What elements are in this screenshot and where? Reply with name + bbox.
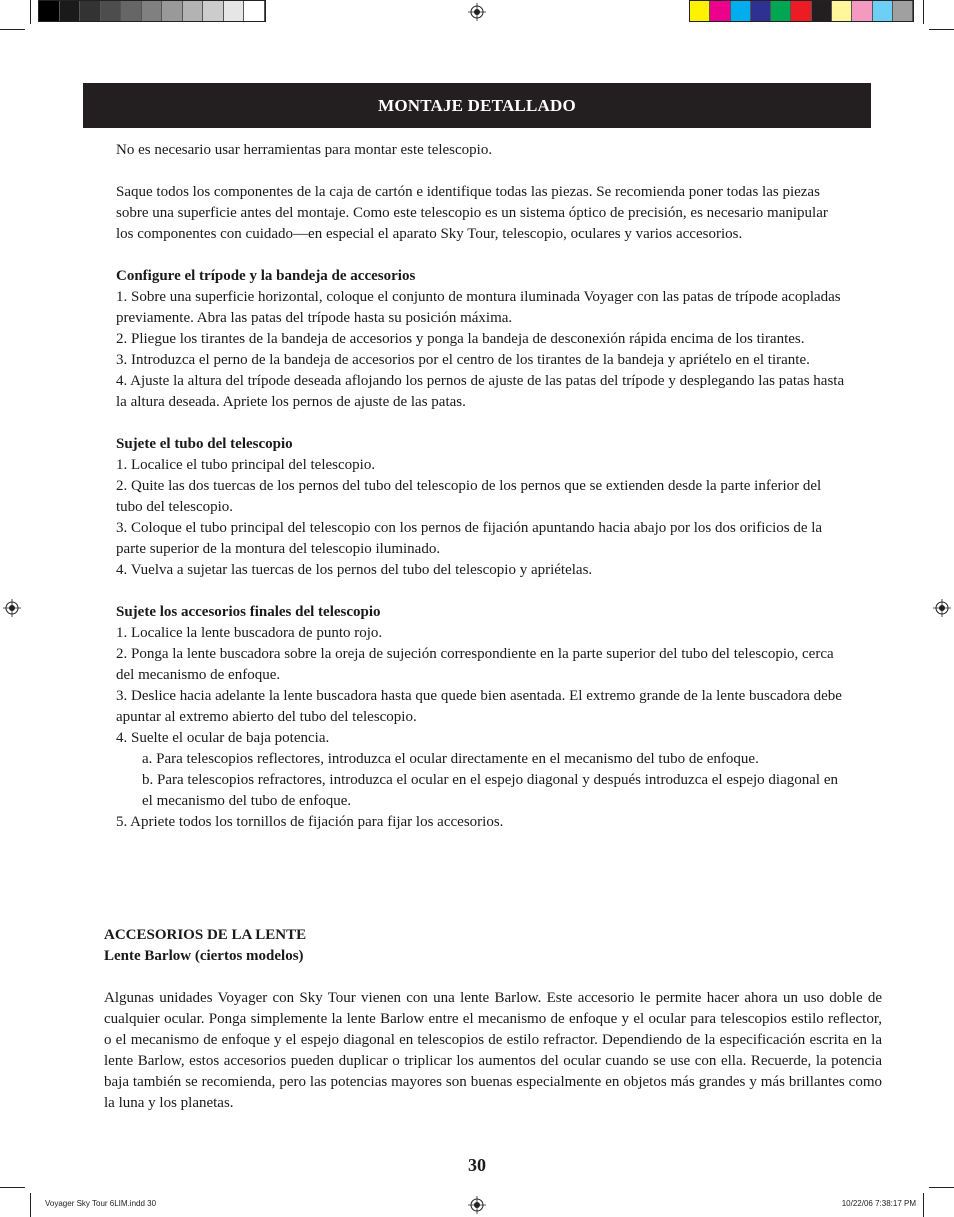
gray-swatch — [203, 1, 224, 21]
accessories-section — [116, 602, 846, 833]
step-item: 3. Deslice hacia adelante la lente buscadora hasta que quede bien asentada. El extremo grande de la lente buscadora debe apuntar al extremo abierto del tubo del telescopio. — [116, 688, 842, 725]
step-item: 3. Introduzca el perno de la bandeja de accesorios por el centro de los tirantes de la bandeja y apriételo en el tirante. — [116, 352, 810, 368]
crop-mark — [30, 1193, 31, 1217]
step-item: 4. Ajuste la altura del trípode deseada aflojando los pernos de ajuste de las patas del trípode y desplegando las patas hasta la altura deseada. Apriete los pernos de ajuste de las patas. — [116, 373, 845, 410]
grayscale-color-bar — [38, 0, 266, 22]
section-heading: Configure el trípode y la bandeja de accesorios — [116, 268, 416, 284]
registration-mark-icon — [468, 3, 486, 21]
crop-mark — [0, 1187, 25, 1188]
substep-item: a. Para telescopios reflectores, introduzca el ocular directamente en el mecanismo del tubo de enfoque. — [142, 751, 759, 767]
assembly-instructions — [116, 140, 846, 854]
color-swatch — [731, 1, 751, 21]
gray-swatch — [224, 1, 245, 21]
crop-mark — [0, 29, 25, 30]
section-title: MONTAJE DETALLADO — [378, 95, 576, 115]
color-swatch — [690, 1, 710, 21]
step-item: 1. Sobre una superficie horizontal, coloque el conjunto de montura iluminada Voyager con las patas de trípode acopladas previamente. Abra las patas del trípode hasta su posición máxima. — [116, 289, 841, 326]
step-item: 1. Localice el tubo principal del telescopio. — [116, 457, 376, 473]
intro-paragraph: Saque todos los componentes de la caja de cartón e identifique todas las piezas. Se recomienda poner todas las piezas sobre una superficie antes del montaje. Como este telescopio es un sistema óptico de precisión, es necesario manipular los componentes con cuidado—en especial el aparato Sky Tour, telescopio, oculares y varios accesorios. — [116, 184, 828, 242]
lens-accessories — [104, 925, 882, 1114]
section-heading: Sujete el tubo del telescopio — [116, 436, 293, 452]
tube-section — [116, 434, 846, 581]
step-item: 2. Pliegue los tirantes de la bandeja de accesorios y ponga la bandeja de desconexión rápida encima de los tirantes. — [116, 331, 805, 347]
gray-swatch — [162, 1, 183, 21]
gray-swatch — [183, 1, 204, 21]
color-swatch — [852, 1, 872, 21]
registration-mark-icon — [468, 1196, 486, 1214]
section-heading: Sujete los accesorios finales del telescopio — [116, 604, 381, 620]
color-swatch — [791, 1, 811, 21]
crop-mark — [30, 0, 31, 24]
crop-mark — [929, 29, 954, 30]
substep-item: b. Para telescopios refractores, introduzca el ocular en el espejo diagonal y después introduzca el espejo diagonal en el mecanismo del tubo de enfoque. — [142, 772, 838, 809]
gray-swatch — [80, 1, 101, 21]
gray-swatch — [244, 1, 265, 21]
step-item: 5. Apriete todos los tornillos de fijación para fijar los accesorios. — [116, 814, 504, 830]
file-slug: Voyager Sky Tour 6LIM.indd 30 — [45, 1199, 157, 1208]
step-item: 2. Ponga la lente buscadora sobre la oreja de sujeción correspondiente en la parte superior del tubo del telescopio, cerca del mecanismo de enfoque. — [116, 646, 834, 683]
gray-swatch — [39, 1, 60, 21]
intro-paragraph: No es necesario usar herramientas para montar este telescopio. — [116, 142, 493, 158]
color-swatch — [832, 1, 852, 21]
color-swatch — [893, 1, 913, 21]
step-item: 1. Localice la lente buscadora de punto rojo. — [116, 625, 383, 641]
barlow-paragraph: Algunas unidades Voyager con Sky Tour vienen con una lente Barlow. Este accesorio le permite hacer ahora un uso doble de cualquier ocular. Ponga simplemente la lente Barlow entre el mecanismo de enfoque y el ocular para telescopios estilo reflector, o el mecanismo de enfoque y el espejo diagonal en telescopios de estilo refractor. Dependiendo de la especificación escrita en la lente Barlow, estos accesorios pueden duplicar o triplicar los aumentos del ocular cuando se use con ella. Recuerde, la potencia baja también se recomienda, pero las potencias mayores son buenas especialmente en objetos más grandes y más brillantes como la luna y los planetas. — [104, 990, 882, 1111]
crop-mark — [923, 0, 924, 24]
gray-swatch — [101, 1, 122, 21]
step-item: 4. Suelte el ocular de baja potencia. — [116, 730, 330, 746]
gray-swatch — [121, 1, 142, 21]
step-item: 4. Vuelva a sujetar las tuercas de los pernos del tubo del telescopio y apriételas. — [116, 562, 593, 578]
step-item: 2. Quite las dos tuercas de los pernos del tubo del telescopio de los pernos que se extienden desde la parte inferior del tubo del telescopio. — [116, 478, 822, 515]
crop-mark — [929, 1187, 954, 1188]
color-swatch — [873, 1, 893, 21]
registration-mark-icon — [3, 599, 21, 617]
date-slug: 10/22/06 7:38:17 PM — [841, 1199, 916, 1208]
page-number: 30 — [468, 1155, 486, 1175]
color-swatch — [812, 1, 832, 21]
color-swatch — [710, 1, 730, 21]
process-color-bar — [689, 0, 914, 22]
crop-mark — [923, 1193, 924, 1217]
color-swatch — [771, 1, 791, 21]
gray-swatch — [142, 1, 163, 21]
gray-swatch — [60, 1, 81, 21]
section-header-banner — [83, 83, 871, 128]
color-swatch — [751, 1, 771, 21]
tripod-section — [116, 266, 846, 413]
barlow-subheading: Lente Barlow (ciertos modelos) — [104, 948, 304, 964]
registration-mark-icon — [933, 599, 951, 617]
step-item: 3. Coloque el tubo principal del telescopio con los pernos de fijación apuntando hacia abajo por los dos orificios de la parte superior de la montura del telescopio iluminado. — [116, 520, 823, 557]
lens-accessories-heading: ACCESORIOS DE LA LENTE — [104, 927, 307, 943]
